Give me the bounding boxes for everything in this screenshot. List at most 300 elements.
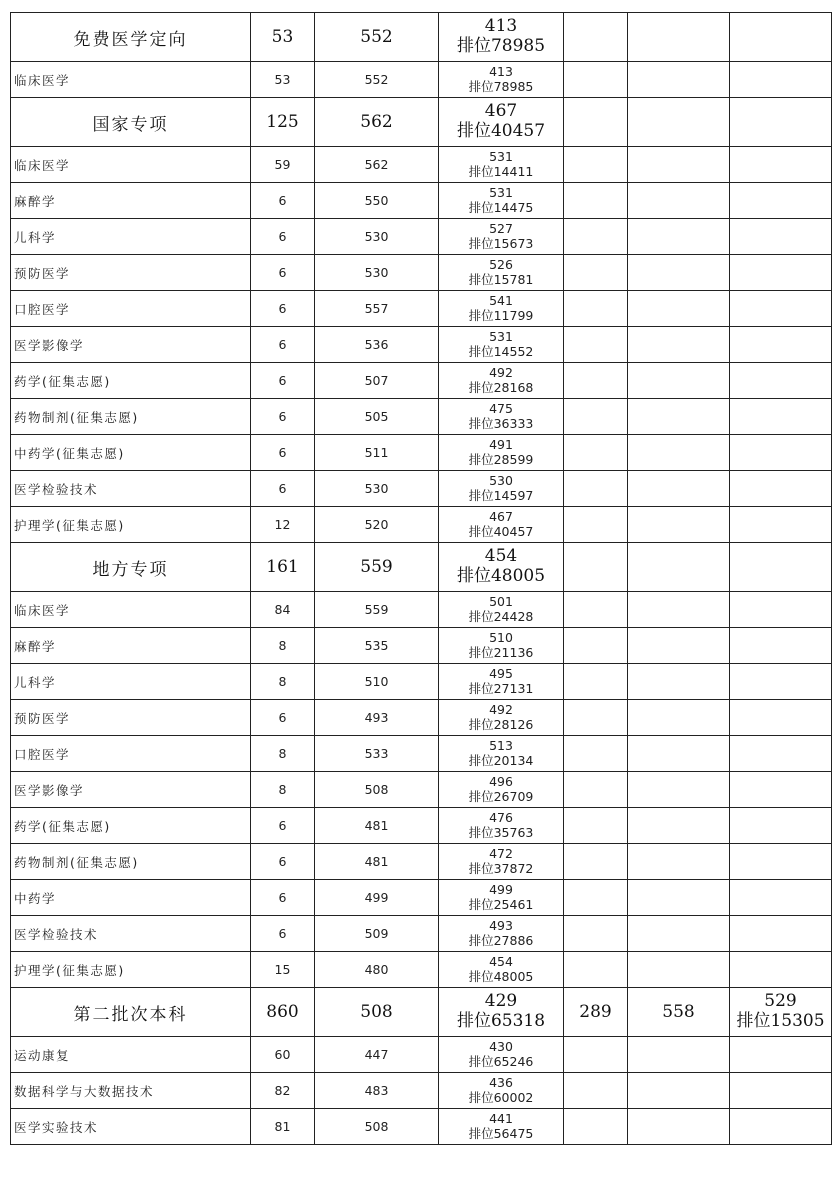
score-value: 454 bbox=[484, 546, 518, 567]
empty-cell bbox=[730, 844, 832, 880]
empty-cell bbox=[628, 628, 730, 664]
major-name-cell: 医学影像学 bbox=[11, 327, 251, 363]
rank-value: 排位48005 bbox=[456, 566, 546, 586]
empty-cell bbox=[564, 736, 628, 772]
plan-count-cell: 6 bbox=[251, 183, 315, 219]
table-group-row bbox=[11, 98, 832, 147]
score-value: 491 bbox=[489, 437, 513, 453]
empty-cell bbox=[730, 507, 832, 543]
empty-cell bbox=[628, 183, 730, 219]
admissions-score-table bbox=[10, 12, 832, 1145]
extra-col-2-cell bbox=[628, 543, 730, 592]
max-score-cell: 499 bbox=[315, 880, 439, 916]
min-score-rank-cell bbox=[439, 592, 564, 628]
empty-cell bbox=[628, 219, 730, 255]
rank-value: 排位28168 bbox=[468, 379, 534, 395]
plan-count-cell: 84 bbox=[251, 592, 315, 628]
empty-cell bbox=[730, 808, 832, 844]
rank-value: 排位78985 bbox=[468, 78, 534, 94]
empty-cell bbox=[628, 700, 730, 736]
empty-cell bbox=[628, 916, 730, 952]
plan-count-cell: 8 bbox=[251, 772, 315, 808]
major-name-cell: 医学检验技术 bbox=[11, 916, 251, 952]
table-row bbox=[11, 844, 832, 880]
major-name-cell: 医学检验技术 bbox=[11, 471, 251, 507]
empty-cell bbox=[628, 844, 730, 880]
plan-count-cell: 8 bbox=[251, 628, 315, 664]
plan-count-cell: 15 bbox=[251, 952, 315, 988]
empty-cell bbox=[628, 399, 730, 435]
major-name-cell: 临床医学 bbox=[11, 592, 251, 628]
score-value: 467 bbox=[484, 101, 518, 122]
empty-cell bbox=[628, 808, 730, 844]
table-row bbox=[11, 219, 832, 255]
empty-cell bbox=[628, 435, 730, 471]
major-name-cell: 医学影像学 bbox=[11, 772, 251, 808]
rank-value: 排位40457 bbox=[456, 121, 546, 141]
rank-value: 排位48005 bbox=[468, 968, 534, 984]
min-score-rank-cell bbox=[439, 291, 564, 327]
rank-value: 排位65246 bbox=[468, 1053, 534, 1069]
empty-cell bbox=[730, 880, 832, 916]
major-name-cell: 中药学(征集志愿) bbox=[11, 435, 251, 471]
empty-cell bbox=[730, 952, 832, 988]
table-row bbox=[11, 808, 832, 844]
plan-count-cell: 6 bbox=[251, 219, 315, 255]
table-row bbox=[11, 628, 832, 664]
table-row bbox=[11, 183, 832, 219]
rank-value: 排位36333 bbox=[468, 415, 534, 431]
score-value: 531 bbox=[489, 329, 513, 345]
major-name-cell: 护理学(征集志愿) bbox=[11, 952, 251, 988]
extra-col-2-cell bbox=[628, 98, 730, 147]
table-row bbox=[11, 664, 832, 700]
empty-cell bbox=[628, 592, 730, 628]
plan-count-cell: 6 bbox=[251, 399, 315, 435]
rank-value: 排位28126 bbox=[468, 716, 534, 732]
empty-cell bbox=[564, 1109, 628, 1145]
empty-cell bbox=[730, 592, 832, 628]
rank-value: 排位24428 bbox=[468, 608, 534, 624]
max-score-cell: 552 bbox=[315, 13, 439, 62]
rank-value: 排位35763 bbox=[468, 824, 534, 840]
empty-cell bbox=[564, 700, 628, 736]
max-score-cell: 481 bbox=[315, 808, 439, 844]
min-score-rank-cell bbox=[439, 399, 564, 435]
empty-cell bbox=[730, 736, 832, 772]
min-score-rank-cell bbox=[439, 880, 564, 916]
empty-cell bbox=[730, 700, 832, 736]
min-score-rank-cell bbox=[439, 255, 564, 291]
empty-cell bbox=[730, 219, 832, 255]
score-value: 429 bbox=[484, 991, 518, 1012]
empty-cell bbox=[628, 1073, 730, 1109]
max-score-cell: 509 bbox=[315, 916, 439, 952]
min-score-rank-cell bbox=[439, 543, 564, 592]
empty-cell bbox=[564, 363, 628, 399]
score-value: 475 bbox=[489, 401, 513, 417]
plan-count-cell: 6 bbox=[251, 255, 315, 291]
rank-value: 排位14475 bbox=[468, 199, 534, 215]
score-value: 413 bbox=[489, 64, 513, 80]
min-score-rank-cell bbox=[439, 62, 564, 98]
empty-cell bbox=[730, 363, 832, 399]
max-score-cell: 552 bbox=[315, 62, 439, 98]
table-row bbox=[11, 291, 832, 327]
major-name-cell: 临床医学 bbox=[11, 147, 251, 183]
plan-count-cell: 8 bbox=[251, 736, 315, 772]
max-score-cell: 508 bbox=[315, 772, 439, 808]
score-value: 493 bbox=[489, 918, 513, 934]
rank-value: 排位14411 bbox=[468, 163, 534, 179]
plan-count-cell: 6 bbox=[251, 880, 315, 916]
plan-count-cell: 6 bbox=[251, 808, 315, 844]
plan-count-cell: 6 bbox=[251, 471, 315, 507]
min-score-rank-cell bbox=[439, 772, 564, 808]
score-value: 531 bbox=[489, 149, 513, 165]
rank-value: 排位21136 bbox=[468, 644, 534, 660]
rank-value: 排位28599 bbox=[468, 451, 534, 467]
score-value: 531 bbox=[489, 185, 513, 201]
max-score-cell: 520 bbox=[315, 507, 439, 543]
max-score-cell: 505 bbox=[315, 399, 439, 435]
empty-cell bbox=[628, 471, 730, 507]
category-name-cell: 国家专项 bbox=[11, 98, 251, 147]
empty-cell bbox=[564, 219, 628, 255]
plan-count-cell: 82 bbox=[251, 1073, 315, 1109]
plan-count-cell: 6 bbox=[251, 700, 315, 736]
min-score-rank-cell bbox=[439, 363, 564, 399]
table-row bbox=[11, 507, 832, 543]
rank-value: 排位14552 bbox=[468, 343, 534, 359]
min-score-rank-cell bbox=[439, 1109, 564, 1145]
table-row bbox=[11, 700, 832, 736]
score-value: 526 bbox=[489, 257, 513, 273]
min-score-rank-cell bbox=[439, 916, 564, 952]
score-value: 492 bbox=[489, 365, 513, 381]
empty-cell bbox=[564, 1073, 628, 1109]
plan-count-cell: 6 bbox=[251, 435, 315, 471]
min-score-rank-cell bbox=[439, 507, 564, 543]
table-row bbox=[11, 255, 832, 291]
empty-cell bbox=[564, 1037, 628, 1073]
score-value: 430 bbox=[489, 1039, 513, 1055]
major-name-cell: 儿科学 bbox=[11, 219, 251, 255]
table-group-row bbox=[11, 13, 832, 62]
max-score-cell: 493 bbox=[315, 700, 439, 736]
empty-cell bbox=[564, 844, 628, 880]
max-score-cell: 530 bbox=[315, 219, 439, 255]
empty-cell bbox=[730, 628, 832, 664]
empty-cell bbox=[564, 435, 628, 471]
rank-value: 排位40457 bbox=[468, 523, 534, 539]
extra-col-3-cell bbox=[730, 98, 832, 147]
empty-cell bbox=[564, 808, 628, 844]
empty-cell bbox=[564, 62, 628, 98]
rank-value: 排位14597 bbox=[468, 487, 534, 503]
rank-value: 排位26709 bbox=[468, 788, 534, 804]
score-value: 413 bbox=[484, 16, 518, 37]
min-score-rank-cell bbox=[439, 183, 564, 219]
extra-col-1-cell bbox=[564, 543, 628, 592]
score-value: 454 bbox=[489, 954, 513, 970]
table-row bbox=[11, 327, 832, 363]
rank-value: 排位65318 bbox=[456, 1011, 546, 1031]
rank-value: 排位20134 bbox=[468, 752, 534, 768]
max-score-cell: 483 bbox=[315, 1073, 439, 1109]
score-value: 499 bbox=[489, 882, 513, 898]
major-name-cell: 临床医学 bbox=[11, 62, 251, 98]
score-value: 527 bbox=[489, 221, 513, 237]
min-score-rank-cell bbox=[439, 98, 564, 147]
major-name-cell: 药物制剂(征集志愿) bbox=[11, 399, 251, 435]
table-row bbox=[11, 399, 832, 435]
min-score-rank-cell bbox=[439, 808, 564, 844]
rank-value: 排位37872 bbox=[468, 860, 534, 876]
empty-cell bbox=[628, 147, 730, 183]
max-score-cell: 508 bbox=[315, 988, 439, 1037]
empty-cell bbox=[730, 1073, 832, 1109]
score-value: 501 bbox=[489, 594, 513, 610]
score-value: 530 bbox=[489, 473, 513, 489]
major-name-cell: 药学(征集志愿) bbox=[11, 808, 251, 844]
min-score-rank-cell bbox=[439, 13, 564, 62]
empty-cell bbox=[628, 327, 730, 363]
min-score-rank-cell bbox=[439, 736, 564, 772]
empty-cell bbox=[564, 255, 628, 291]
plan-count-cell: 8 bbox=[251, 664, 315, 700]
min-score-rank-cell bbox=[439, 327, 564, 363]
rank-value: 排位60002 bbox=[468, 1089, 534, 1105]
empty-cell bbox=[730, 664, 832, 700]
empty-cell bbox=[730, 772, 832, 808]
major-name-cell: 预防医学 bbox=[11, 255, 251, 291]
rank-value: 排位15305 bbox=[736, 1011, 825, 1031]
max-score-cell: 447 bbox=[315, 1037, 439, 1073]
table-row bbox=[11, 1073, 832, 1109]
max-score-cell: 508 bbox=[315, 1109, 439, 1145]
empty-cell bbox=[628, 772, 730, 808]
score-value: 436 bbox=[489, 1075, 513, 1091]
major-name-cell: 药物制剂(征集志愿) bbox=[11, 844, 251, 880]
major-name-cell: 医学实验技术 bbox=[11, 1109, 251, 1145]
plan-count-cell: 60 bbox=[251, 1037, 315, 1073]
table-group-row bbox=[11, 543, 832, 592]
plan-count-cell: 53 bbox=[251, 13, 315, 62]
min-score-rank-cell bbox=[439, 700, 564, 736]
empty-cell bbox=[564, 772, 628, 808]
max-score-cell: 550 bbox=[315, 183, 439, 219]
extra-col-1-cell: 289 bbox=[564, 988, 628, 1037]
table-row bbox=[11, 471, 832, 507]
table-group-row bbox=[11, 988, 832, 1037]
plan-count-cell: 59 bbox=[251, 147, 315, 183]
score-value: 495 bbox=[489, 666, 513, 682]
extra-col-1-cell bbox=[564, 13, 628, 62]
empty-cell bbox=[564, 147, 628, 183]
major-name-cell: 护理学(征集志愿) bbox=[11, 507, 251, 543]
min-score-rank-cell bbox=[439, 952, 564, 988]
min-score-rank-cell bbox=[439, 988, 564, 1037]
empty-cell bbox=[730, 255, 832, 291]
min-score-rank-cell bbox=[439, 435, 564, 471]
score-value: 496 bbox=[489, 774, 513, 790]
max-score-cell: 559 bbox=[315, 543, 439, 592]
empty-cell bbox=[564, 471, 628, 507]
max-score-cell: 530 bbox=[315, 471, 439, 507]
major-name-cell: 数据科学与大数据技术 bbox=[11, 1073, 251, 1109]
table-row bbox=[11, 435, 832, 471]
empty-cell bbox=[730, 183, 832, 219]
empty-cell bbox=[564, 880, 628, 916]
empty-cell bbox=[564, 327, 628, 363]
major-name-cell: 口腔医学 bbox=[11, 736, 251, 772]
min-score-rank-cell bbox=[439, 844, 564, 880]
empty-cell bbox=[730, 399, 832, 435]
plan-count-cell: 12 bbox=[251, 507, 315, 543]
empty-cell bbox=[628, 62, 730, 98]
score-value: 492 bbox=[489, 702, 513, 718]
table-row bbox=[11, 772, 832, 808]
table-row bbox=[11, 62, 832, 98]
extra-col-2-cell bbox=[628, 13, 730, 62]
empty-cell bbox=[730, 435, 832, 471]
max-score-cell: 480 bbox=[315, 952, 439, 988]
empty-cell bbox=[564, 592, 628, 628]
min-score-rank-cell bbox=[439, 1037, 564, 1073]
extra-col-3-cell bbox=[730, 543, 832, 592]
score-value: 510 bbox=[489, 630, 513, 646]
empty-cell bbox=[730, 147, 832, 183]
major-name-cell: 预防医学 bbox=[11, 700, 251, 736]
plan-count-cell: 6 bbox=[251, 327, 315, 363]
empty-cell bbox=[564, 664, 628, 700]
min-score-rank-cell bbox=[439, 219, 564, 255]
min-score-rank-cell bbox=[439, 147, 564, 183]
score-value: 529 bbox=[764, 991, 797, 1012]
table-row bbox=[11, 1109, 832, 1145]
empty-cell bbox=[628, 1037, 730, 1073]
max-score-cell: 557 bbox=[315, 291, 439, 327]
min-score-rank-cell bbox=[439, 664, 564, 700]
empty-cell bbox=[628, 255, 730, 291]
extra-col-3-cell bbox=[730, 988, 832, 1037]
table-row bbox=[11, 736, 832, 772]
plan-count-cell: 6 bbox=[251, 844, 315, 880]
max-score-cell: 562 bbox=[315, 147, 439, 183]
plan-count-cell: 81 bbox=[251, 1109, 315, 1145]
rank-value: 排位15673 bbox=[468, 235, 534, 251]
major-name-cell: 运动康复 bbox=[11, 1037, 251, 1073]
major-name-cell: 儿科学 bbox=[11, 664, 251, 700]
rank-value: 排位11799 bbox=[468, 307, 534, 323]
score-value: 441 bbox=[489, 1111, 513, 1127]
empty-cell bbox=[628, 291, 730, 327]
empty-cell bbox=[564, 183, 628, 219]
rank-value: 排位56475 bbox=[468, 1125, 534, 1141]
category-name-cell: 第二批次本科 bbox=[11, 988, 251, 1037]
extra-col-3-cell bbox=[730, 13, 832, 62]
max-score-cell: 535 bbox=[315, 628, 439, 664]
min-score-rank-cell bbox=[439, 471, 564, 507]
rank-value: 排位15781 bbox=[468, 271, 534, 287]
max-score-cell: 559 bbox=[315, 592, 439, 628]
extra-col-2-cell: 558 bbox=[628, 988, 730, 1037]
major-name-cell: 口腔医学 bbox=[11, 291, 251, 327]
extra-col-1-cell bbox=[564, 98, 628, 147]
empty-cell bbox=[564, 399, 628, 435]
empty-cell bbox=[628, 736, 730, 772]
plan-count-cell: 53 bbox=[251, 62, 315, 98]
empty-cell bbox=[730, 1109, 832, 1145]
empty-cell bbox=[564, 916, 628, 952]
category-name-cell: 免费医学定向 bbox=[11, 13, 251, 62]
table-row bbox=[11, 916, 832, 952]
category-name-cell: 地方专项 bbox=[11, 543, 251, 592]
empty-cell bbox=[730, 291, 832, 327]
empty-cell bbox=[628, 952, 730, 988]
max-score-cell: 507 bbox=[315, 363, 439, 399]
plan-count-cell: 6 bbox=[251, 291, 315, 327]
score-value: 476 bbox=[489, 810, 513, 826]
score-value: 472 bbox=[489, 846, 513, 862]
empty-cell bbox=[730, 327, 832, 363]
empty-cell bbox=[628, 363, 730, 399]
min-score-rank-cell bbox=[439, 1073, 564, 1109]
empty-cell bbox=[564, 628, 628, 664]
major-name-cell: 麻醉学 bbox=[11, 183, 251, 219]
major-name-cell: 药学(征集志愿) bbox=[11, 363, 251, 399]
table-row bbox=[11, 147, 832, 183]
max-score-cell: 481 bbox=[315, 844, 439, 880]
max-score-cell: 510 bbox=[315, 664, 439, 700]
rank-value: 排位27886 bbox=[468, 932, 534, 948]
table-row bbox=[11, 880, 832, 916]
plan-count-cell: 161 bbox=[251, 543, 315, 592]
empty-cell bbox=[730, 916, 832, 952]
table-row bbox=[11, 952, 832, 988]
rank-value: 排位78985 bbox=[456, 36, 546, 56]
max-score-cell: 536 bbox=[315, 327, 439, 363]
empty-cell bbox=[730, 1037, 832, 1073]
max-score-cell: 562 bbox=[315, 98, 439, 147]
max-score-cell: 530 bbox=[315, 255, 439, 291]
rank-value: 排位25461 bbox=[468, 896, 534, 912]
score-value: 467 bbox=[489, 509, 513, 525]
empty-cell bbox=[730, 471, 832, 507]
empty-cell bbox=[628, 880, 730, 916]
empty-cell bbox=[730, 62, 832, 98]
major-name-cell: 中药学 bbox=[11, 880, 251, 916]
min-score-rank-cell bbox=[439, 628, 564, 664]
rank-value: 排位27131 bbox=[468, 680, 534, 696]
max-score-cell: 511 bbox=[315, 435, 439, 471]
table-row bbox=[11, 363, 832, 399]
plan-count-cell: 6 bbox=[251, 363, 315, 399]
table-row bbox=[11, 592, 832, 628]
empty-cell bbox=[564, 291, 628, 327]
plan-count-cell: 860 bbox=[251, 988, 315, 1037]
score-value: 513 bbox=[489, 738, 513, 754]
plan-count-cell: 125 bbox=[251, 98, 315, 147]
score-value: 541 bbox=[489, 293, 513, 309]
max-score-cell: 533 bbox=[315, 736, 439, 772]
empty-cell bbox=[628, 664, 730, 700]
empty-cell bbox=[628, 1109, 730, 1145]
empty-cell bbox=[628, 507, 730, 543]
table-row bbox=[11, 1037, 832, 1073]
major-name-cell: 麻醉学 bbox=[11, 628, 251, 664]
